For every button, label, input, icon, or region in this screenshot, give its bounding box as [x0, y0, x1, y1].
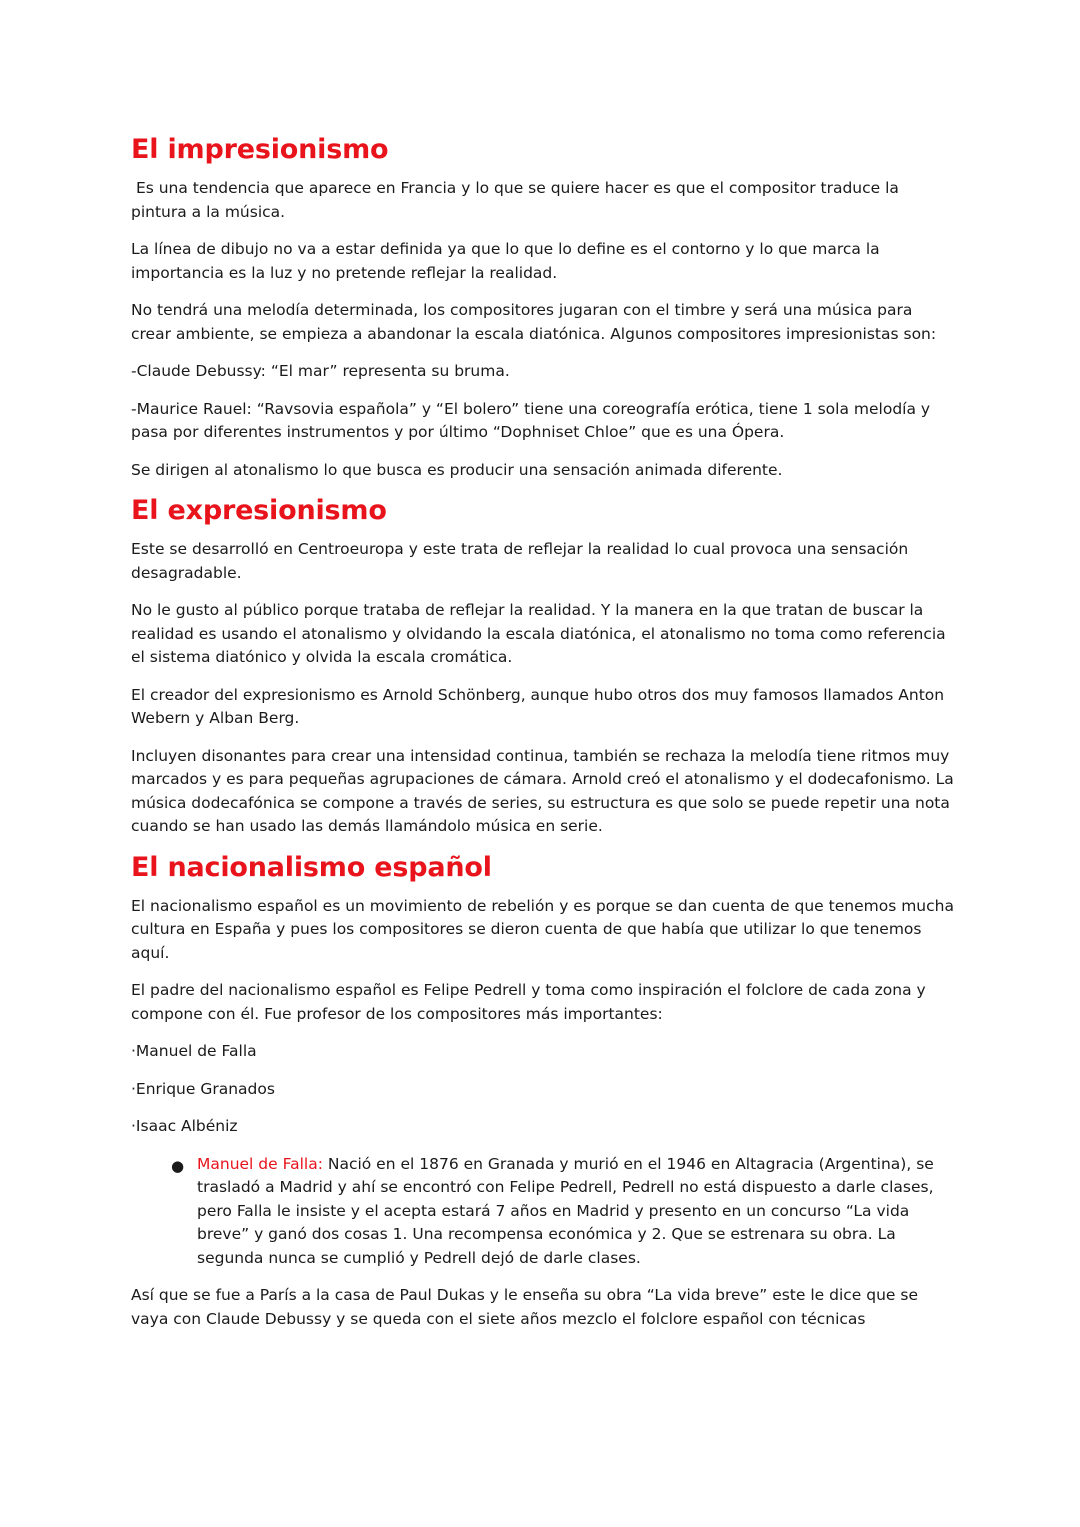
paragraph: Así que se fue a París a la casa de Paul Dukas y le enseña su obra “La vida breve” este le dice que se vaya con Claude Debussy y se queda con el siete años mezclo el folclore español con técnicas	[131, 1286, 918, 1328]
paragraph: Este se desarrolló en Centroeuropa y este trata de reflejar la realidad lo cual provoca una sensación desagradable.	[131, 540, 909, 582]
bullet-item-manuel-de-falla	[131, 1153, 956, 1271]
section-nacionalismo-espanol	[131, 851, 956, 1332]
section-title: El impresionismo	[131, 134, 389, 165]
bullet-text: Nació en el 1876 en Granada y murió en el 1946 en Altagracia (Argentina), se trasladó a Madrid y ahí se encontró con Felipe Pedrell, Pedrell no está dispuesto a darle clases, pero Falla le insiste y el acepta estará 7 años en Madrid y presento en un concurso “La vida breve” y ganó dos cosas 1. Una recompensa económica y 2. Que se estrenara su obra. La segunda nunca se cumplió y Pedrell dejó de darle clases.	[197, 1154, 939, 1267]
document-page	[131, 133, 956, 1345]
paragraph: El creador del expresionismo es Arnold Schönberg, aunque hubo otros dos muy famosos llamados Anton Webern y Alban Berg.	[131, 685, 945, 727]
paragraph: Es una tendencia que aparece en Francia y lo que se quiere hacer es que el compositor traduce la pintura a la música.	[131, 179, 904, 221]
paragraph: Incluyen disonantes para crear una intensidad continua, también se rechaza la melodía tiene ritmos muy marcados y es para pequeñas agrupaciones de cámara. Arnold creó el atonalismo y el dodecafonismo. La música dodecafónica se compone a través de series, su estructura es que solo se puede repetir una nota cuando se han usado las demás llamándolo música en serie.	[131, 746, 954, 835]
composer-list-item: ·Manuel de Falla	[131, 1042, 257, 1060]
paragraph: -Claude Debussy: “El mar” representa su bruma.	[131, 362, 510, 380]
bullet-list	[131, 1153, 956, 1271]
paragraph: El padre del nacionalismo español es Felipe Pedrell y toma como inspiración el folclore de cada zona y compone con él. Fue profesor de los compositores más importantes:	[131, 981, 926, 1023]
section-title: El nacionalismo español	[131, 851, 492, 883]
bullet-dot-icon: ●	[171, 1156, 185, 1175]
section-expresionismo	[131, 494, 956, 839]
paragraph: Se dirigen al atonalismo lo que busca es producir una sensación animada diferente.	[131, 460, 783, 479]
section-impresionismo	[131, 133, 956, 482]
composer-list-item: ·Isaac Albéniz	[131, 1117, 238, 1135]
paragraph: -Maurice Rauel: “Ravsovia española” y “El bolero” tiene una coreografía erótica, tiene 1 sola melodía y pasa por diferentes instrumentos y por último “Dophniset Chloe” que es una Ópera.	[131, 399, 931, 441]
paragraph: No tendrá una melodía determinada, los compositores jugaran con el timbre y será una música para crear ambiente, se empieza a abandonar la escala diatónica. Algunos compositores impresionistas son:	[131, 301, 937, 343]
paragraph: No le gusto al público porque trataba de reflejar la realidad. Y la manera en la que tratan de buscar la realidad es usando el atonalismo y olvidando la escala diatónica, el atonalismo no toma como referencia el sistema diatónico y olvida la escala cromática.	[131, 601, 946, 666]
bullet-highlight: Manuel de Falla:	[197, 1154, 323, 1173]
section-title: El expresionismo	[131, 495, 387, 526]
paragraph: El nacionalismo español es un movimiento de rebelión y es porque se dan cuenta de que tenemos mucha cultura en España y pues los compositores se dieron cuenta de que había que utilizar lo que tenemos aquí.	[131, 896, 954, 962]
paragraph: La línea de dibujo no va a estar definida ya que lo que lo define es el contorno y lo que marca la importancia es la luz y no pretende reflejar la realidad.	[131, 240, 880, 282]
composer-list-item: ·Enrique Granados	[131, 1079, 275, 1098]
